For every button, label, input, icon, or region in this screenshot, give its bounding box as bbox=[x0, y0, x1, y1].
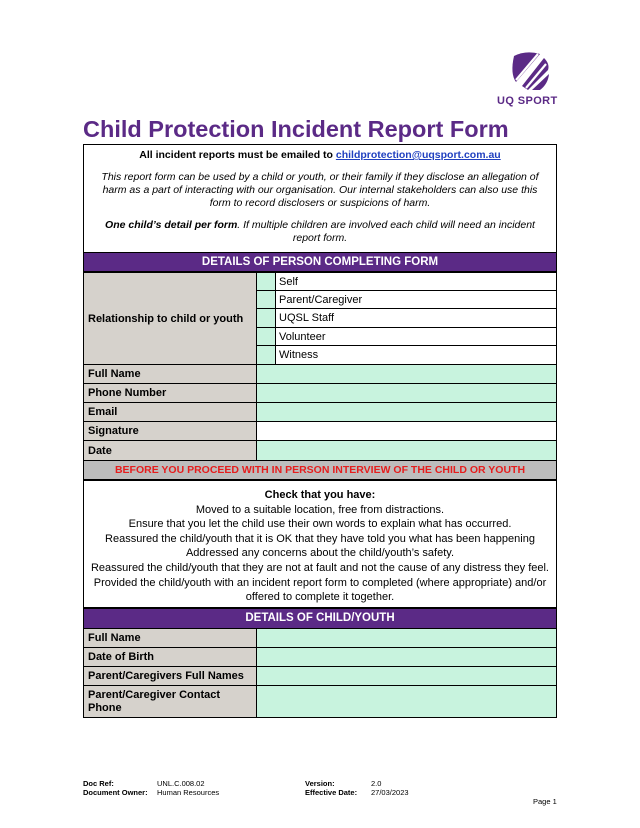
footer-doc-ref-label: Doc Ref: bbox=[83, 779, 114, 788]
child-label-dob: Date of Birth bbox=[83, 647, 257, 667]
intro-paragraph: This report form can be used by a child or youth, or their family if they disclose an allegation of harm as a part of interacting with our organisation. Our internal stakeholders can also use this form to record disclosers or suspicions of harm. bbox=[101, 171, 539, 209]
child-input-parent-names[interactable] bbox=[256, 666, 557, 686]
field-label-email: Email bbox=[83, 402, 257, 422]
checklist-item: Moved to a suitable location, free from distractions. bbox=[195, 503, 445, 516]
checkbox-staff[interactable] bbox=[256, 308, 276, 328]
child-label-full-name: Full Name bbox=[83, 628, 257, 648]
checklist-item: Reassured the child/youth that it is OK that they have told you what has been happening bbox=[105, 532, 535, 545]
one-child-rest: . If multiple children are involved each child will need an incident report form. bbox=[237, 219, 535, 244]
option-staff: UQSL Staff bbox=[275, 308, 557, 328]
email-instruction bbox=[98, 149, 542, 162]
section-person-heading: DETAILS OF PERSON COMPLETING FORM bbox=[83, 252, 557, 272]
footer-doc-ref: UNL.C.008.02 bbox=[157, 779, 205, 788]
checklist-item: Addressed any concerns about the child/youth’s safety. bbox=[185, 547, 455, 560]
option-self: Self bbox=[275, 272, 557, 291]
field-label-phone: Phone Number bbox=[83, 383, 257, 403]
child-label-parent-phone: Parent/Caregiver Contact Phone bbox=[83, 685, 257, 718]
footer-version: 2.0 bbox=[371, 779, 382, 788]
checkbox-parent[interactable] bbox=[256, 290, 276, 309]
relationship-label: Relationship to child or youth bbox=[83, 272, 257, 365]
page-title: Child Protection Incident Report Form bbox=[83, 116, 509, 142]
interview-warning: BEFORE YOU PROCEED WITH IN PERSON INTERVIEW OF THE CHILD OR YOUTH bbox=[83, 460, 557, 480]
child-label-parent-names: Parent/Caregivers Full Names bbox=[83, 666, 257, 686]
input-date[interactable] bbox=[256, 440, 557, 461]
checklist-title: Check that you have: bbox=[264, 489, 376, 501]
checkbox-witness[interactable] bbox=[256, 345, 276, 365]
checklist-item: Provided the child/youth with an incident report form to completed (where appropriate) and/or bbox=[93, 576, 547, 589]
child-input-parent-phone[interactable] bbox=[256, 685, 557, 718]
checklist-item: Reassured the child/youth that they are not at fault and not the cause of any distress they feel. bbox=[90, 561, 549, 574]
footer-effective-label: Effective Date: bbox=[305, 788, 358, 797]
email-prefix: All incident reports must be emailed to bbox=[139, 149, 336, 161]
field-label-full-name: Full Name bbox=[83, 364, 257, 384]
footer-page-number: Page 1 bbox=[533, 797, 557, 806]
checklist-item: Ensure that you let the child use their own words to explain what has occurred. bbox=[128, 518, 512, 531]
footer-owner-label: Document Owner: bbox=[83, 788, 148, 797]
one-child-note bbox=[98, 219, 542, 245]
child-input-dob[interactable] bbox=[256, 647, 557, 667]
input-phone[interactable] bbox=[256, 383, 557, 403]
checkbox-self[interactable] bbox=[256, 272, 276, 291]
option-parent: Parent/Caregiver bbox=[275, 290, 557, 309]
input-email[interactable] bbox=[256, 402, 557, 422]
brand-name: UQ SPORT bbox=[497, 95, 558, 107]
email-link[interactable]: childprotection@uqsport.com.au bbox=[335, 149, 501, 161]
option-witness: Witness bbox=[275, 345, 557, 365]
one-child-bold: One child’s detail per form bbox=[105, 219, 238, 231]
intro-box bbox=[83, 144, 557, 253]
footer-owner: Human Resources bbox=[157, 788, 220, 797]
checkbox-volunteer[interactable] bbox=[256, 327, 276, 346]
footer-effective: 27/03/2023 bbox=[371, 788, 409, 797]
child-input-full-name[interactable] bbox=[256, 628, 557, 648]
footer-version-label: Version: bbox=[305, 779, 335, 788]
field-label-date: Date bbox=[83, 440, 257, 461]
section-child-heading: DETAILS OF CHILD/YOUTH bbox=[83, 608, 557, 629]
checklist-box bbox=[83, 480, 557, 608]
checklist-item: offered to complete it together. bbox=[245, 591, 395, 604]
field-label-signature: Signature bbox=[83, 421, 257, 441]
input-full-name[interactable] bbox=[256, 364, 557, 384]
input-signature[interactable] bbox=[256, 421, 557, 441]
option-volunteer: Volunteer bbox=[275, 327, 557, 346]
